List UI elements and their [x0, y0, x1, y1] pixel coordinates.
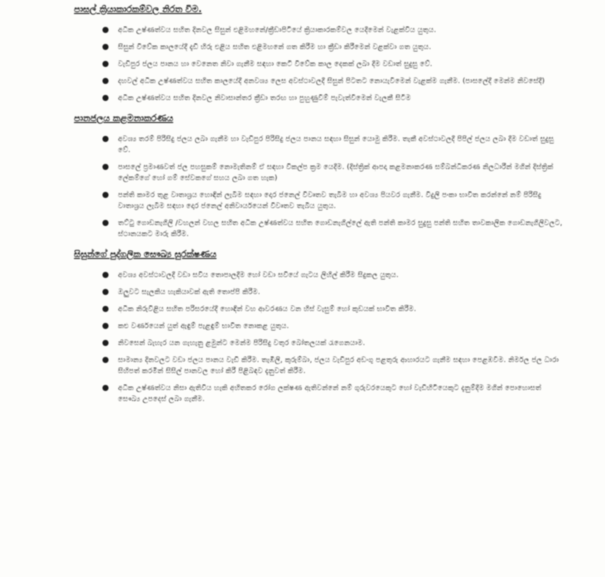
bullet-icon: ●: [102, 321, 110, 330]
bullet-icon: ●: [102, 383, 110, 392]
list-item: ● වැඩිපුර ජලය පානය හා වෙනෙත නිවා ගැනීම සඳහා කෙටි විවේක කාල දෙකක් ලබා දීම වඩාත් සුදුසු වේ.: [102, 59, 433, 68]
section-personal-health: [74, 249, 565, 404]
list-item: ● පන්ති කාමර තුළ වාතාශ්‍රය හොඳින් ලැබීම සඳහා දොර ජනෙල් විවෘතව තැබීම හා අවශ්‍ය පියවර ගැනීම. විදුලි පංකා භාවිත කරන්නේ නම් පිරිසිදු වාතාශ්‍රය ලැබීම සඳහා දොර ජනෙල් අනිවාර්යයෙන් විවෘතව තැබිය යුතුය.: [102, 190, 542, 210]
bullet-icon: ●: [102, 304, 110, 313]
bullet-icon: ●: [102, 338, 110, 347]
list-item: ● දහවල් අධික උෂ්ණත්වය සහිත කාලයේදී අනවශ්‍ය ලෙස අවස්ථාවලදී සිසුන් පිටතට නොයැවීමෙන් වැළක්ම ගැනීම. (පාසලේදී මෙන්ම නිවසේදී): [102, 76, 545, 85]
list-item: ● සිසුන් විවේක කාලයේදී දැඩි හිරු එළිය සහිත එළිමහනේ ගත කිරීම හා ක්‍රීඩා කිරීමෙන් වළක්වා ගත යුතුය.: [102, 42, 432, 51]
bullet-icon: ●: [102, 134, 110, 143]
bullet-icon: ●: [102, 190, 110, 199]
bullet-icon: ●: [102, 270, 110, 279]
list-item: ● අධික උෂ්ණත්වය නිසා ඇතිවිය හැකි අහිතකර රෝග ලක්ෂණ ඇතිවන්නේ නම් ගුරුවරයෙකුට හෝ වැඩිහිටියෙකුට දැනුම්දීම මගින් පොහොසත් සෞඛ්‍ය උපදෙස් ලබා ගැනීම.: [102, 383, 542, 403]
list-item: ● අවශ්‍ය අවස්ථාවලදී වඩා සවිය තොපාලදීම හෝ වඩා සවියේ ගැටය ලිහිල් කිරීම සිදුකල යුතුය.: [102, 270, 399, 279]
list-item: ● අධික උෂ්ණත්වය සහිත දිනවල නිවාසාන්තර ක්‍රීඩා තරඟ හා පුහුණුවීම් පැවැත්වීමෙන් වැලකී සිටීම: [102, 93, 412, 102]
bullet-icon: ●: [102, 218, 110, 227]
bullet-list: [74, 133, 565, 239]
list-item: ● කළු වර්ණයෙන් යුත් ඇඳුම් පැළඳුම් භාවිත නොකළ යුතුය.: [102, 321, 289, 330]
bullet-icon: ●: [102, 287, 110, 296]
bullet-icon: ●: [102, 355, 110, 364]
list-item: ● සාමාන්‍ය දිනවලට වඩා ජලය පානය වැඩි කිරීම. තැඹිලි, කුරුම්බා, ජලය වැඩිපුර අඩංගු පළතුරු ආහාරයට ගැනීම සඳහා පෙළඹවීම. නිර්මල ජල ධාරා සිහිපත් කරමින් සිසිල් පානවල හෝ කිරී පිළිබඳව දැනුවත් කිරීම.: [102, 355, 559, 375]
bullet-icon: ●: [102, 42, 110, 51]
bullet-list: [74, 24, 565, 103]
list-item: ● අවශ්‍ය තරම් පිරිසිදු ජලය ලබා ගැනීම හා වැඩිපුර පිරිසිදු ජලය පානය සඳහා සිසුන් යොමු කිරීම. තැකී අවස්ථාවලදී පිපිල් ජලය ලබා දීම වඩාත් සුදුසු වේ.: [102, 134, 554, 154]
bullet-icon: ●: [102, 93, 110, 102]
bullet-list: [74, 269, 565, 404]
section-drinking-water: [74, 113, 565, 239]
section-school-activities: [74, 4, 565, 103]
section-heading: සිසුන්ගේ පුද්ගලික සෞඛ්‍ය සුරක්ෂණය: [74, 250, 217, 260]
list-item: ● නිවසෙන් බැහැර යන ගැහැනු ළමුන්ට මෙන්ම පිරිසිදු වතුර බෝතලයක් රැගෙනයාම.: [102, 338, 366, 347]
list-item: ● තට්ටු ගොඩනැගිලි /වහලන් වහල සහිත අධික උෂ්ණත්වය සහිත ගොඩනැගිල්ලේ ඇති පන්ති කාමර සුදුසු පන්ති සහිත තාවකාලික ගොඩනැගිලිවලට, ස්ථානයකට මාරු කිරීම.: [102, 218, 563, 238]
bullet-icon: ●: [102, 162, 110, 171]
section-heading: පාසල් ක්‍රියාකාරකම්වල නිරත වීම.: [74, 5, 202, 15]
list-item: ● අධික උෂ්ණත්වය සහිත දිනවල සිසුන් එළිමහනේ/ක්‍රීඩාපිටියේ ක්‍රියාකාරකම්වල යෙදීමෙන් වැළක්විය යුතුය.: [102, 25, 437, 34]
bullet-icon: ●: [102, 25, 110, 34]
section-heading: පානජලය කළමනාකරණය: [74, 114, 174, 124]
list-item: ● පාසලේ ප්‍රමාණවත් ජල පහසුකම් නොමැතිනම් ඒ සඳහා විකල්ප ක්‍රම යෙදීම. (දිස්ත්‍රික් ආපදා කළමනාකරණ සම්බන්ධීකරණ නිලධාරීන් මගින් දිස්ත්‍රික් ලේකම්ගේ හෝ ගම් සේවකගේ සහය ලබා ගත හැක): [102, 162, 554, 182]
list-item: ● අධික නිරුවිළිය සහිත පරිසරයේදී හොඳින් වහ ආවරණය වන හිස් වැසුම් හෝ කුඩයක් භාවිත කිරීම.: [102, 304, 417, 313]
bullet-icon: ●: [102, 76, 110, 85]
list-item: ● ඔලුවට සැලකිය හැකියාවක් ඇති තොප්පි කිරීම.: [102, 287, 261, 296]
bullet-icon: ●: [102, 59, 110, 68]
